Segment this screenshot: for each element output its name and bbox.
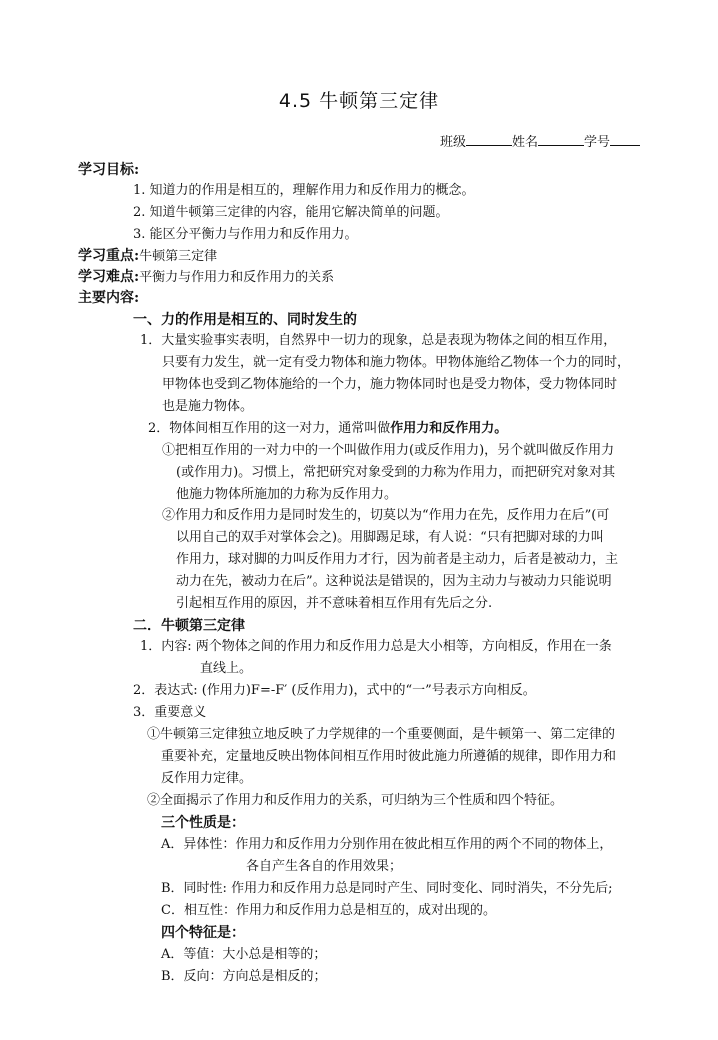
section1-c1-line: 他施力物体所施加的力称为反作用力。 [176, 487, 398, 502]
number-label: 学号 [583, 135, 610, 150]
section1-c2-line: 以用自己的双手对掌体会之)。用脚踢足球，有人说：“只有把脚对球的力叫 [176, 530, 604, 545]
page-title: 4.5 牛顿第三定律 [278, 90, 440, 112]
section1-p1-line: 甲物体也受到乙物体施给的一个力，施力物体同时也是受力物体，受力物体同时 [162, 377, 618, 392]
number-blank[interactable] [610, 133, 640, 146]
significance-1-line: 重要补充，定量地反映出物体间相互作用时彼此施力所遵循的规律，即作用力和 [161, 749, 617, 764]
significance-1-line: 反作用力定律。 [161, 771, 253, 786]
significance-2: ②全面揭示了作用力和反作用力的关系，可归纳为三个性质和四个特征。 [147, 793, 564, 808]
section1-c2-line: 引起相互作用的原因，并不意味着相互作用有先后之分. [176, 596, 493, 611]
property-a-line: A．异体性：作用力和反作用力分别作用在彼此相互作用的两个不同的物体上， [161, 837, 613, 852]
feature-b: B．反向：方向总是相反的； [161, 969, 327, 984]
section2-item3: 3．重要意义 [133, 705, 207, 720]
goal-item: 2. 知道牛顿第三定律的内容，能用它解决简单的问题。 [133, 205, 449, 220]
key-point-line [78, 245, 217, 268]
section1-heading: 一、力的作用是相互的、同时发生的 [133, 312, 357, 328]
difficulty-label: 学习难点: [78, 269, 140, 285]
property-b: B．同时性: 作用力和反作用力总是同时产生、同时变化、同时消失，不分先后; [161, 881, 613, 896]
properties-heading: 三个性质是： [161, 815, 245, 831]
feature-a: A．等值：大小总是相等的； [161, 947, 327, 962]
content-heading: 主要内容: [78, 290, 140, 306]
goal-item: 1. 知道力的作用是相互的，理解作用力和反作用力的概念。 [133, 183, 475, 198]
section1-p2-term: 作用力和反作用力。 [390, 421, 508, 436]
key-point-text: 牛顿第三定律 [139, 249, 218, 264]
property-c: C．相互性：作用力和反作用力总是相互的，成对出现的。 [161, 903, 496, 918]
section1-c1-line: ①把相互作用的一对力中的一个叫做作用力(或反作用力)，另个就叫做反作用力 [162, 443, 615, 458]
section1-c2-line: 作用力，球对脚的力叫反作用力才行，因为前者是主动力，后者是被动力，主 [176, 552, 619, 567]
section1-c1-line: (或作用力)。习惯上，常把研究对象受到的力称为作用力，而把研究对象对其 [176, 465, 616, 480]
name-blank[interactable] [538, 133, 584, 146]
section2-item2: 2．表达式: (作用力)F=-F′ (反作用力)，式中的“一”号表示方向相反。 [133, 683, 536, 698]
name-label: 姓名 [511, 135, 538, 150]
section1-c2-line: 动力在先，被动力在后”。这种说法是错误的，因为主动力与被动力只能说明 [176, 574, 612, 589]
difficulty-text: 平衡力与作用力和反作用力的关系 [139, 270, 335, 285]
section1-p2-text: 2．物体间相互作用的这一对力，通常叫做 [148, 421, 391, 436]
goals-heading: 学习目标: [78, 162, 140, 178]
class-blank[interactable] [466, 133, 512, 146]
difficulty-line [78, 266, 334, 289]
section1-p2 [148, 418, 507, 440]
goal-item: 3. 能区分平衡力与作用力和反作用力。 [133, 227, 358, 242]
section1-c2-line: ②作用力和反作用力是同时发生的，切莫以为“作用力在先，反作用力在后”(可 [162, 508, 610, 523]
section1-p1-line: 也是施力物体。 [162, 399, 254, 414]
section2-heading: 二．牛顿第三定律 [133, 618, 245, 634]
class-label: 班级 [439, 135, 466, 150]
student-info-line [440, 131, 640, 150]
section2-item1-line: 直线上。 [200, 661, 253, 676]
section1-p1-line: 只要有力发生，就一定有受力物体和施力物体。甲物体施给乙物体一个力的同时， [162, 355, 631, 370]
significance-1-line: ①牛顿第三定律独立地反映了力学规律的一个重要侧面，是牛顿第一、第二定律的 [147, 727, 616, 742]
key-point-label: 学习重点: [78, 248, 140, 264]
property-a-line: 各自产生各自的作用效果； [246, 859, 403, 874]
section1-p1-line: 1．大量实验事实表明，自然界中一切力的现象，总是表现为物体之间的相互作用， [140, 333, 617, 348]
section2-item1-line: 1．内容: 两个物体之间的作用力和反作用力总是大小相等，方向相反，作用在一条 [140, 639, 612, 654]
features-heading: 四个特征是： [161, 925, 245, 941]
